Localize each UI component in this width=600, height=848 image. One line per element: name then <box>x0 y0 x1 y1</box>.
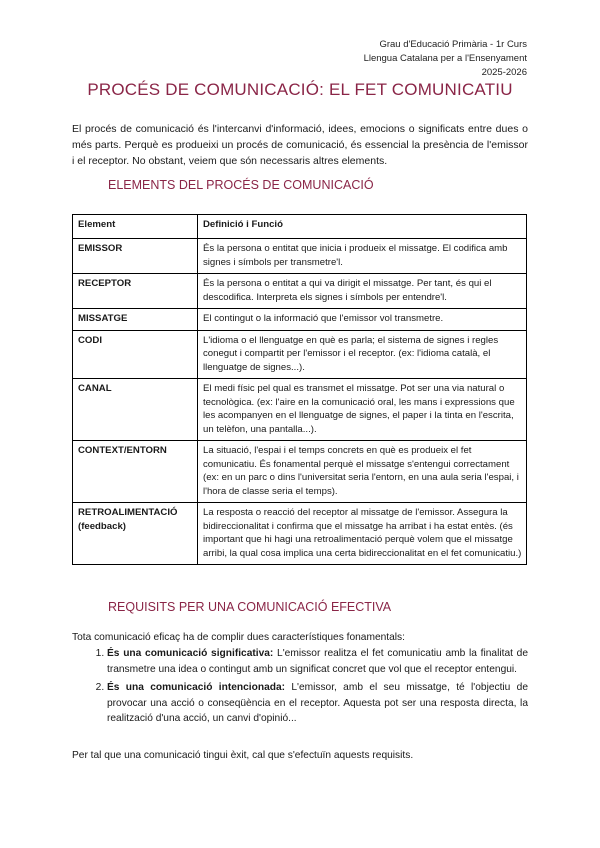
list-item <box>107 646 528 677</box>
table-row <box>73 309 527 331</box>
element-term-cell <box>73 274 198 309</box>
column-header-element: Element <box>73 215 198 239</box>
element-definition: L'idioma o el llenguatge en què es parla; el sistema de signes i regles conegut i compartit per l'emissor i el receptor. (ex: l'idioma català, el llenguatge de signes...). <box>198 330 527 379</box>
requisit-title: És una comunicació intencionada: <box>107 682 286 693</box>
element-term: EMISSOR <box>78 243 123 254</box>
elements-table <box>72 214 527 565</box>
element-term: CANAL <box>78 383 112 394</box>
element-definition: És la persona o entitat a qui va dirigit el missatge. Per tant, és qui el descodifica. Interpreta els signes i símbols per entendre'l. <box>198 274 527 309</box>
elements-heading: ELEMENTS DEL PROCÉS DE COMUNICACIÓ <box>108 178 374 192</box>
table-row <box>73 503 527 565</box>
page-title: PROCÉS DE COMUNICACIÓ: EL FET COMUNICATIU <box>87 80 513 99</box>
element-term: CONTEXT/ENTORN <box>78 445 167 456</box>
table-row <box>73 239 527 274</box>
table-row <box>73 441 527 503</box>
table-row <box>73 274 527 309</box>
element-term-cell <box>73 379 198 441</box>
closing-paragraph: Per tal que una comunicació tingui èxit, cal que s'efectuïn aquests requisits. <box>72 750 414 761</box>
requisits-intro: Tota comunicació eficaç ha de complir dues característiques fonamentals: <box>72 632 405 643</box>
element-term: RECEPTOR <box>78 278 132 289</box>
header-subject: Llengua Catalana per a l'Ensenyament <box>363 53 527 64</box>
element-term-cell <box>73 441 198 503</box>
element-term: RETROALIMENTACIÓ <box>78 507 178 518</box>
requisit-text: L'emissor, amb el seu missatge, té l'objectiu de provocar una acció o conseqüència en el receptor. Aquesta pot ser una resposta directa, la realització d'una acció, un canvi d'opinió... <box>107 682 528 724</box>
list-item <box>107 680 528 727</box>
table-row <box>73 330 527 379</box>
course-header <box>364 38 527 80</box>
element-term: CODI <box>78 334 102 346</box>
requisit-text: L'emissor realitza el fet comunicatiu amb la finalitat de transmetre una idea o contingut amb un significat concret que vol que el receptor entengui. <box>107 648 528 675</box>
table-row <box>73 379 527 441</box>
element-term-note: (feedback) <box>78 520 126 532</box>
column-header-definition: Definició i Funció <box>198 215 527 239</box>
element-definition: El medi físic pel qual es transmet el missatge. Pot ser una via natural o tecnològica. (ex: l'aire en la comunicació oral, les mans i expressions que les acompanyen en el llenguatge de signes, el paper i la tinta en l'escrita, un telèfon, una pantalla...). <box>198 379 527 441</box>
element-term-cell <box>73 239 198 274</box>
intro-paragraph: El procés de comunicació és l'intercanvi d'informació, idees, emocions o significats entre dues o més parts. Perquè es produeixi un procés de comunicació, és essencial la presència de l'emissor i el receptor. No obstant, veiem que són necessaris altres elements. <box>72 123 528 167</box>
header-degree: Grau d'Educació Primària - 1r Curs <box>379 39 527 50</box>
element-definition: La situació, l'espai i el temps concrets en què es produeix el fet comunicatiu. És fonamental perquè el missatge s'entengui correctament (ex: en un parc o dins l'universitat seria l'entorn, en una aula seria l'espai, i l'hora de classe seria el temps). <box>198 441 527 503</box>
element-definition: La resposta o reacció del receptor al missatge de l'emissor. Assegura la bidireccionalitat i confirma que el missatge ha arribat i ha estat entès. (és important que hi hagi una retroalimentació perquè volem que el missatge arribi, la qual cosa implica una certa bidireccionalitat en el fet comunicatiu.) <box>198 503 527 565</box>
requisits-list <box>72 646 528 730</box>
element-term-cell <box>73 309 198 331</box>
element-definition: El contingut o la informació que l'emissor vol transmetre. <box>198 309 527 331</box>
element-term: MISSATGE <box>78 313 128 324</box>
table-header-row <box>73 215 527 239</box>
element-term-cell <box>73 330 198 379</box>
element-term-cell <box>73 503 198 565</box>
requisits-heading: REQUISITS PER UNA COMUNICACIÓ EFECTIVA <box>108 600 392 614</box>
element-definition: És la persona o entitat que inicia i produeix el missatge. El codifica amb signes i símbols per transmetre'l. <box>198 239 527 274</box>
requisit-title: És una comunicació significativa: <box>107 648 274 659</box>
header-year: 2025-2026 <box>481 67 527 78</box>
